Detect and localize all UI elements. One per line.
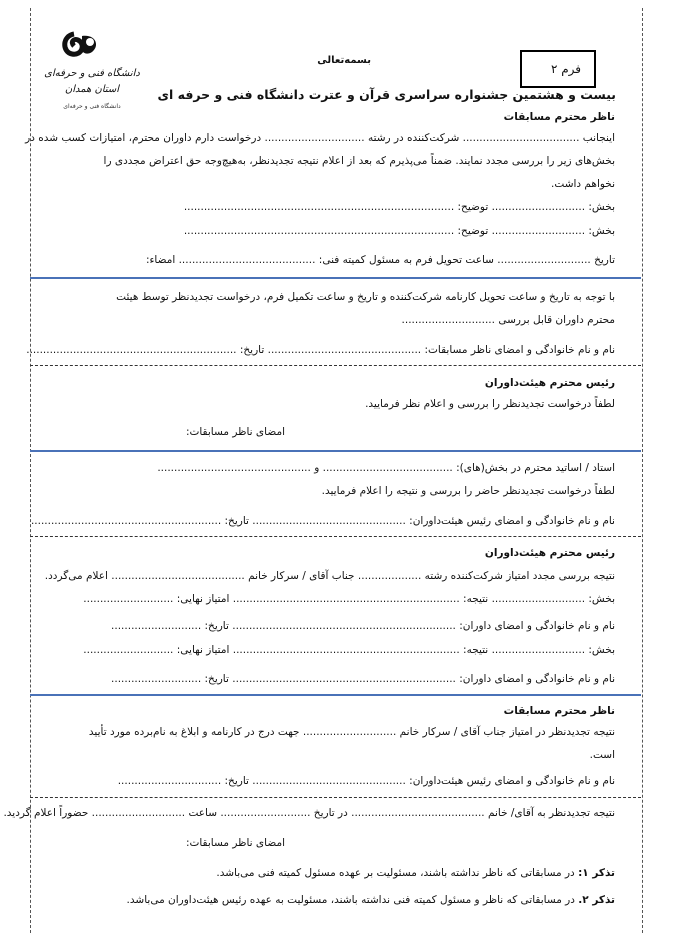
university-emblem-icon: [44, 30, 140, 114]
svg-text:دانشگاه فنی و حرفه‌ای: دانشگاه فنی و حرفه‌ای: [63, 103, 121, 110]
section-divider-2: [30, 365, 641, 366]
note2-label: تذکر ۲.: [578, 894, 615, 906]
s3-sign: امضای ناظر مسابقات:: [185, 426, 285, 438]
s6-line1: نتیجه تجدیدنظر در امتیاز جناب آقای / سرکار خانم ............................ جهت درج در کارنامه و ابلاغ به نام‌برده مورد تأیید: [88, 726, 615, 738]
s4-line1: استاد / اساتید محترم در بخش(های): ....................................... و ..............................................: [157, 462, 615, 474]
s6-sign: نام و نام خانوادگی و امضای رئیس هیئت‌داوران: .............................................. تاریخ: ...............................: [117, 775, 615, 787]
s1-part2: بخش: ............................ توضیح: .................................................................................: [183, 225, 615, 237]
form-number: فرم ۲: [550, 62, 581, 76]
s5-judge1: نام و نام خانوادگی و امضای داوران: ................................................................... تاریخ: ...........................: [111, 620, 615, 632]
section-divider-5: [30, 694, 641, 696]
s7-sign: امضای ناظر مسابقات:: [185, 837, 285, 849]
s1-date-line: تاریخ ............................ ساعت تحویل فرم به مسئول کمیته فنی: ......................................... امضاء:: [145, 254, 615, 266]
s2-line2: محترم داوران قابل بررسی ............................: [401, 314, 615, 326]
s2-sign: نام و نام خانوادگی و امضای ناظر مسابقات: .............................................. تاریخ: ...............................................................: [26, 344, 615, 356]
s5-judge2: نام و نام خانوادگی و امضای داوران: ................................................................... تاریخ: ...........................: [111, 673, 615, 685]
section-divider-4: [30, 536, 641, 537]
s2-line1: با توجه به تاریخ و ساعت تحویل کارنامه شرکت‌کننده و تاریخ و ساعت تکمیل فرم، درخواست تجدیدنظر توسط هیئت: [116, 291, 615, 303]
svg-text:دانشگاه فنی و حرفه‌ای: دانشگاه فنی و حرفه‌ای: [44, 68, 140, 79]
s3-heading: رئیس محترم هیئت‌داوران: [484, 377, 615, 389]
university-logo: [44, 30, 140, 114]
s1-part1: بخش: ............................ توضیح: .................................................................................: [183, 201, 615, 213]
s3-line1: لطفاً درخواست تجدیدنظر را بررسی و اعلام نظر فرمایید.: [365, 398, 615, 410]
section-divider-6: [30, 797, 641, 798]
s6-heading: ناظر محترم مسابقات: [503, 705, 615, 717]
s5-part1: بخش: ............................ نتیجه: .................................................................... امتیاز نهایی: ...........................: [83, 593, 615, 605]
s4-line2: لطفاً درخواست تجدیدنظر حاضر را بررسی و نتیجه را اعلام فرمایید.: [321, 485, 615, 497]
note2-text: در مسابقاتی که ناظر و مسئول کمیته فنی نداشته باشند، مسئولیت به عهده رئیس هیئت‌داوران می‌باشد.: [126, 894, 575, 906]
s1-line2: بخش‌های زیر را بررسی مجدد نمایند. ضمناً می‌پذیرم که بعد از اعلام نتیجه تجدیدنظر، به‌هیچ‌وجه حق اعتراض مجددی را: [103, 155, 615, 167]
s7-line1: نتیجه تجدیدنظر به آقای/ خانم ........................................ در تاریخ ........................... ساعت ............................ حضوراً اعلام گردید.: [3, 807, 615, 819]
s1-line3: نخواهم داشت.: [551, 178, 615, 190]
s5-heading: رئیس محترم هیئت‌داوران: [484, 547, 615, 559]
s5-part2: بخش: ............................ نتیجه: .................................................................... امتیاز نهایی: ...........................: [83, 644, 615, 656]
s5-line1: نتیجه بررسی مجدد امتیاز شرکت‌کننده رشته ................... جناب آقای / سرکار خانم ........................................ اعلام می‌گردد.: [44, 570, 615, 582]
svg-text:استان همدان: استان همدان: [64, 84, 120, 95]
s6-line2: است.: [589, 749, 615, 761]
note1-label: تذکر ۱:: [578, 867, 615, 879]
section-divider-1: [30, 277, 641, 279]
bismillah: بسمه‌تعالی: [317, 55, 371, 66]
s1-line1: اینجانب ................................... شرکت‌کننده در رشته .............................. درخواست دارم داوران محترم، امتیازات کسب شده در: [25, 132, 615, 144]
note1-text: در مسابقاتی که ناظر نداشته باشند، مسئولیت بر عهده مسئول کمیته فنی می‌باشد.: [216, 867, 575, 879]
s1-heading: ناظر محترم مسابقات: [503, 111, 615, 123]
s4-sign: نام و نام خانوادگی و امضای رئیس هیئت‌داوران: .............................................. تاریخ: .........................................................: [30, 515, 615, 527]
document-title: بیست و هشتمین جشنواره سراسری قرآن و عترت دانشگاه فنی و حرفه ای: [157, 87, 616, 102]
section-divider-3: [30, 450, 641, 452]
